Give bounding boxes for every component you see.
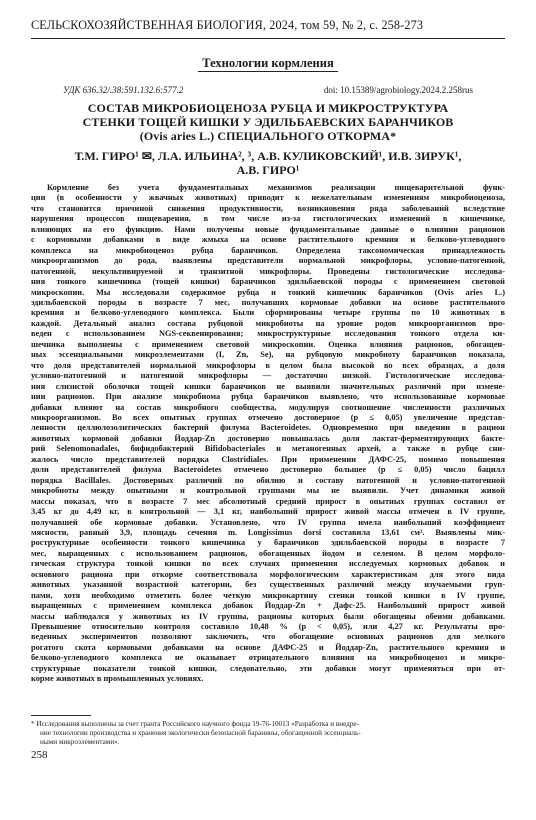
doi: doi: 10.15389/agrobiology.2024.2.258rus <box>323 85 473 95</box>
header-rule <box>31 38 505 39</box>
abstract-line: роструктурные особенности тонкого кишечника у баранчиков эдильбаевской породы в возрасте 7 <box>31 538 505 548</box>
abstract-line: рогатого скота кормовыми добавками на основе ДАФС-25 и Йоддар-Zn, растительного кремния и <box>31 642 505 652</box>
abstract-line: ции (в особенности у жвачных животных) приводит к нежелательным изменениям микробиоценоза, <box>31 193 505 203</box>
title-line: СТЕНКИ ТОЩЕЙ КИШКИ У ЭДИЛЬБАЕВСКИХ БАРАНЧИКОВ <box>82 115 454 129</box>
abstract-line: микроорганизмов. Во всех опытных группах отмечено достоверное (р ≤ 0,05) увеличение представ- <box>31 412 505 422</box>
authors-line: А.В. ГИРО¹ <box>236 163 300 177</box>
abstract-line: комплекса на микробиоценоз рубца баранчиков. Определена таксономическая принадлежность <box>31 245 505 255</box>
abstract-line: основного рациона при откорме соответствовала морфологическим характеристикам для этого вида <box>31 569 505 579</box>
abstract-line: с кормовыми добавками в виде жмыха на основе растительного кремния и белково-углеводного <box>31 235 505 245</box>
abstract-line: получавшей обе кормовые добавки. Установлено, что IV группа имела наибольший коэффициент <box>31 517 505 527</box>
footnote-line: * Исследования выполнены за счет гранта Российского научного фонда 19-76-10013 «Разработка и внедре- <box>31 720 360 728</box>
abstract-line: веденных экспериментов позволяют заключить, что обогащение основных рационов для мелкого <box>31 632 505 642</box>
abstract-line: животных указанной возрастной категории, без существенных различий между изучаемыми груп- <box>31 580 505 590</box>
abstract-line: массы наблюдался у животных из IV группы, рационы которых были обогащены обеими добавками. <box>31 611 505 621</box>
abstract-line: мясности, равный 3,9, площадь сечения m. Longissimus dorsi составила 13,61 см². Выявлены мик- <box>31 527 505 537</box>
abstract-line: ния слизистой оболочки тощей кишки баранчиков не выявили значительных различий при измене- <box>31 381 505 391</box>
article-title <box>40 101 496 143</box>
abstract-line: патогенной, некультивируемой и транзитной микрофлоры. Проведены гистологические исследова- <box>31 266 505 276</box>
abstract-line: массы показал, что в возрасте 7 мес абсолютный средний прирост в опытных группах составил от <box>31 496 505 506</box>
abstract-line: рий Selenomonadales, бифидобактерий Bifidobacteriales и метаногенных архей, а также в рубце сни- <box>31 444 505 454</box>
abstract-line: шечника выполнены с применением световой микроскопии. Оценка влияния рационов, обогащен- <box>31 339 505 349</box>
footnote-line: ными микроэлементами». <box>40 738 120 746</box>
abstract-line: ленности целлюлозолитических бактерий филума Bacteroidetes. Одновременно при введении в рацион <box>31 423 505 433</box>
abstract-line: нарушения процессов пищеварения, в том числе из-за гистологических изменений в кишечнике, <box>31 214 505 224</box>
abstract-line: структурные показатели тонкой кишки, следовательно, эти добавки могут применяться при от- <box>31 663 505 673</box>
abstract-line: условно-патогенной и патогенной микрофлоры — достаточно низкой. Гистологические исследова- <box>31 371 505 381</box>
authors <box>40 149 496 177</box>
footnote <box>31 720 505 747</box>
footnote-line: ние технологии производства и хранения экологически безопасной баранины, обогащенной эссенциаль- <box>40 729 361 737</box>
abstract-line: эдильбаевской породы в возрасте 7 мес, получавших кормовые добавки на основе растительного <box>31 297 505 307</box>
abstract-line: микроорганизмов до рода, выявлены представители нормальной микрофлоры, условно-патогенной, <box>31 256 505 266</box>
abstract-line: Кормление без учета фундаментальных механизмов реализации пищеварительной функ- <box>47 183 505 192</box>
abstract-line: нии рационов. При анализе микробиома рубца баранчиков выявлено, что использованные кормовые <box>31 392 505 402</box>
abstract-line: животных кормовой добавки Йоддар-Zn достоверно повышалась доля лактат-ферментирующих бакте- <box>31 433 505 443</box>
abstract-line: каждой. Детальный анализ состава рубцовой микробиоты на уровне родов микроорганизмов про- <box>31 318 505 328</box>
page-number: 258 <box>31 749 48 761</box>
abstract-line: ния тонкого кишечника (тощей кишки) баранчиков эдильбаевской породы с применением световой <box>31 277 505 287</box>
abstract-line: кремния и белково-углеводного комплекса. Были сформированы четыре группы по 10 животных в <box>31 308 505 318</box>
abstract-line: добавки влияют на состав микробного сообщества, модулируя соотношение численности различных <box>31 402 505 412</box>
abstract-line: порядка Bacillales. Достоверных различий по обилию и составу патогенной и условно-патогенной <box>31 475 505 485</box>
abstract-line: доли представителей филума Bacteroidetes отмечено достоверно большее (р ≤ 0,05) число бацилл <box>31 465 505 475</box>
abstract-line: веден с использованием NGS-секвенирования; микроструктурные исследования тонкого отдела ки- <box>31 329 505 339</box>
authors-line: Т.М. ГИРО¹ ✉, Л.А. ИЛЬИНА², ³, А.В. КУЛИКОВСКИЙ¹, И.В. ЗИРУК¹, <box>74 149 462 163</box>
section-underline <box>198 71 338 72</box>
abstract-line: Превышение относительно контроля составило 10,48 % (р < 0,05), или 4,27 кг. Результаты про- <box>31 622 505 632</box>
abstract <box>31 183 505 685</box>
abstract-line: что доля представителей нормальной микрофлоры в целом была высокой во всех образцах, а доля <box>31 360 505 370</box>
abstract-line: выращенных с применением комплекса добавок Йоддар-Zn + Дафс-25. Наибольший прирост живой <box>31 601 505 611</box>
udk-code: УДК 636.32/.38:591.132.6:577.2 <box>63 85 184 95</box>
abstract-line: жалось число представителей порядка Clostridiales. При применении ДАФС-25, помимо повышения <box>31 454 505 464</box>
footnote-rule <box>31 715 91 716</box>
title-line: СОСТАВ МИКРОБИОЦЕНОЗА РУБЦА И МИКРОСТРУКТУРА <box>87 101 449 115</box>
abstract-line: корме животных в промышленных условиях. <box>31 674 204 684</box>
section-title: Технологии кормления <box>202 56 334 70</box>
abstract-line: микроскопии. Мы исследовали содержимое рубца и тонкий кишечник баранчиков (Ovis aries L.) <box>31 287 505 297</box>
abstract-line: гическая структура тонкой кишки во всех случаях применения исследуемых кормовых добавок и <box>31 559 505 569</box>
abstract-line: влияющих на его функцию. Нами получены новые фундаментальные данные о влиянии рационов <box>31 224 505 234</box>
abstract-line: 3,45 кг до 4,49 кг, в контрольной — 3,1 кг, наибольший прирост живой массы отмечен в IV группе, <box>31 507 505 517</box>
title-line: (Ovis aries L.) СПЕЦИАЛЬНОГО ОТКОРМА* <box>139 129 397 143</box>
abstract-line: что становится причиной снижения продуктивности, возникновения ряда заболеваний вследствие <box>31 203 505 213</box>
abstract-line: белково-углеводного комплекса не оказывает отрицательного влияния на микробиоценоз и микро- <box>31 653 505 663</box>
abstract-line: микробиоты между опытными и контрольной группами мы не выявили. Учет динамики живой <box>31 486 505 496</box>
abstract-line: ных эссенциальными микроэлементами (I, Zn, Se), на рубцовую микробиоту баранчиков показала, <box>31 350 505 360</box>
running-head: СЕЛЬСКОХОЗЯЙСТВЕННАЯ БИОЛОГИЯ, 2024, том 59, № 2, с. 258-273 <box>31 18 424 32</box>
abstract-line: пами, хотя необходимо отметить более четкую микрокартину стенки тонкой кишки в IV группе, <box>31 590 505 600</box>
abstract-line: мес, выращенных с использованием рационов, обогащенных йодом и селеном. В целом морфоло- <box>31 548 505 558</box>
